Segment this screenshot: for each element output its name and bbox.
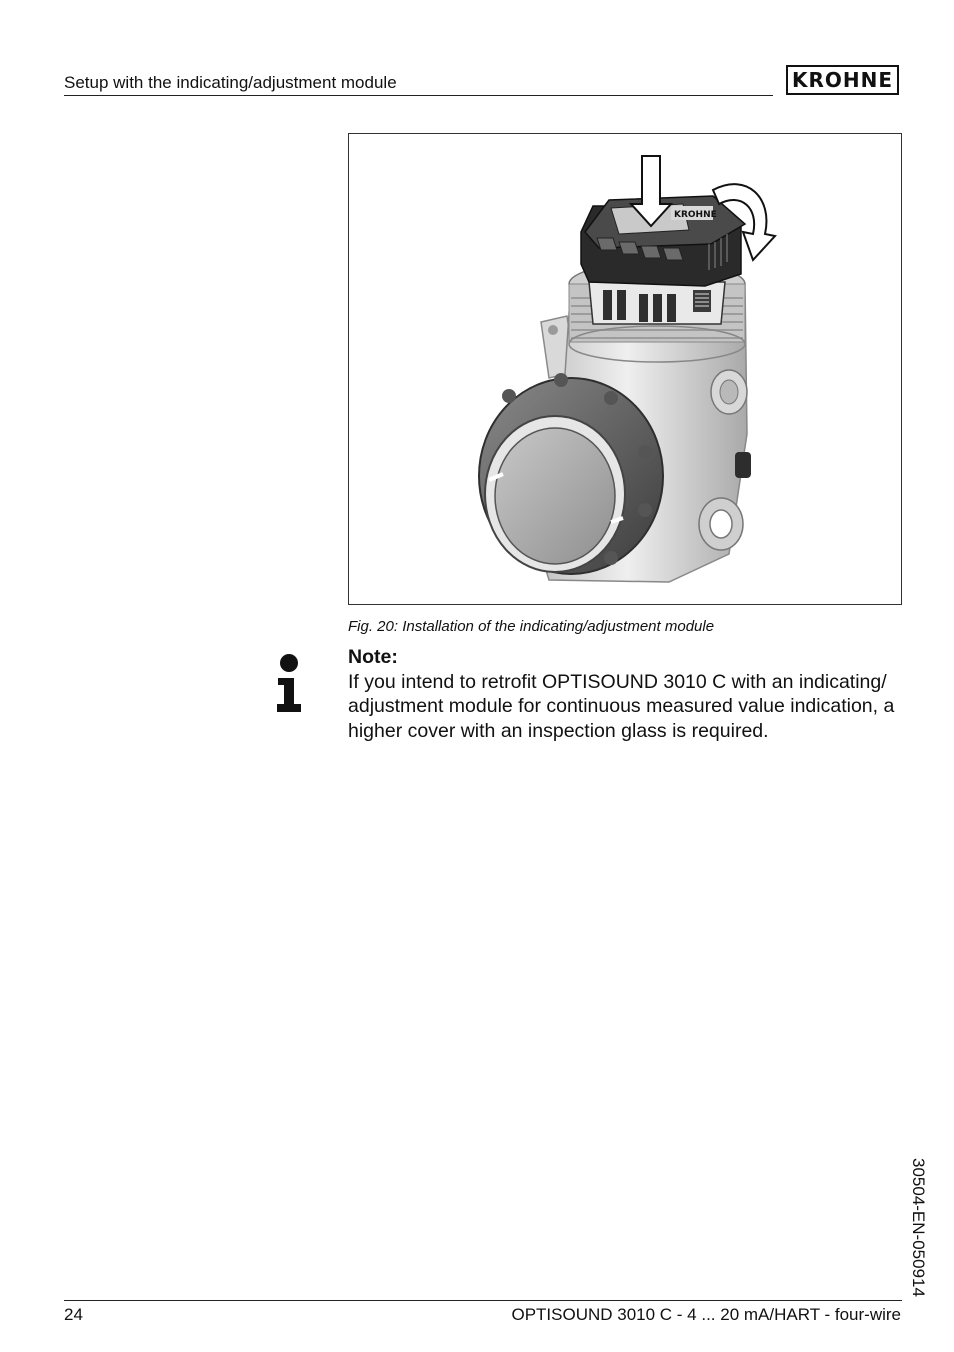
header-rule xyxy=(64,95,773,96)
footer-product: OPTISOUND 3010 C - 4 ... 20 mA/HART - four-wire xyxy=(511,1305,901,1324)
krohne-logo: KROHNE xyxy=(786,65,899,95)
installation-illustration xyxy=(349,134,901,604)
pipe-connection-bore xyxy=(710,510,732,538)
figure-installation xyxy=(348,133,902,605)
figure-caption: Fig. 20: Installation of the indicating/adjustment module xyxy=(348,618,715,635)
footer-rule xyxy=(64,1300,902,1301)
header-section-title: Setup with the indicating/adjustment module xyxy=(64,73,397,92)
note-heading: Note: xyxy=(348,646,398,668)
lug-hole xyxy=(548,325,558,335)
inspection-glass xyxy=(495,428,615,564)
page-number: 24 xyxy=(64,1305,83,1324)
terminal-block xyxy=(589,282,725,324)
info-icon xyxy=(274,654,304,714)
document-code: 30504-EN-050914 xyxy=(909,1158,928,1297)
ground-screw xyxy=(735,452,751,478)
cable-gland-inner xyxy=(720,380,738,404)
note-body: If you intend to retrofit OPTISOUND 3010 C with an indicating/ adjustment module for continuous measured value indication, a higher cover with an inspection glass is required. xyxy=(348,670,895,742)
note-block xyxy=(348,645,904,743)
module-logo-text: KROHNE xyxy=(674,210,717,220)
